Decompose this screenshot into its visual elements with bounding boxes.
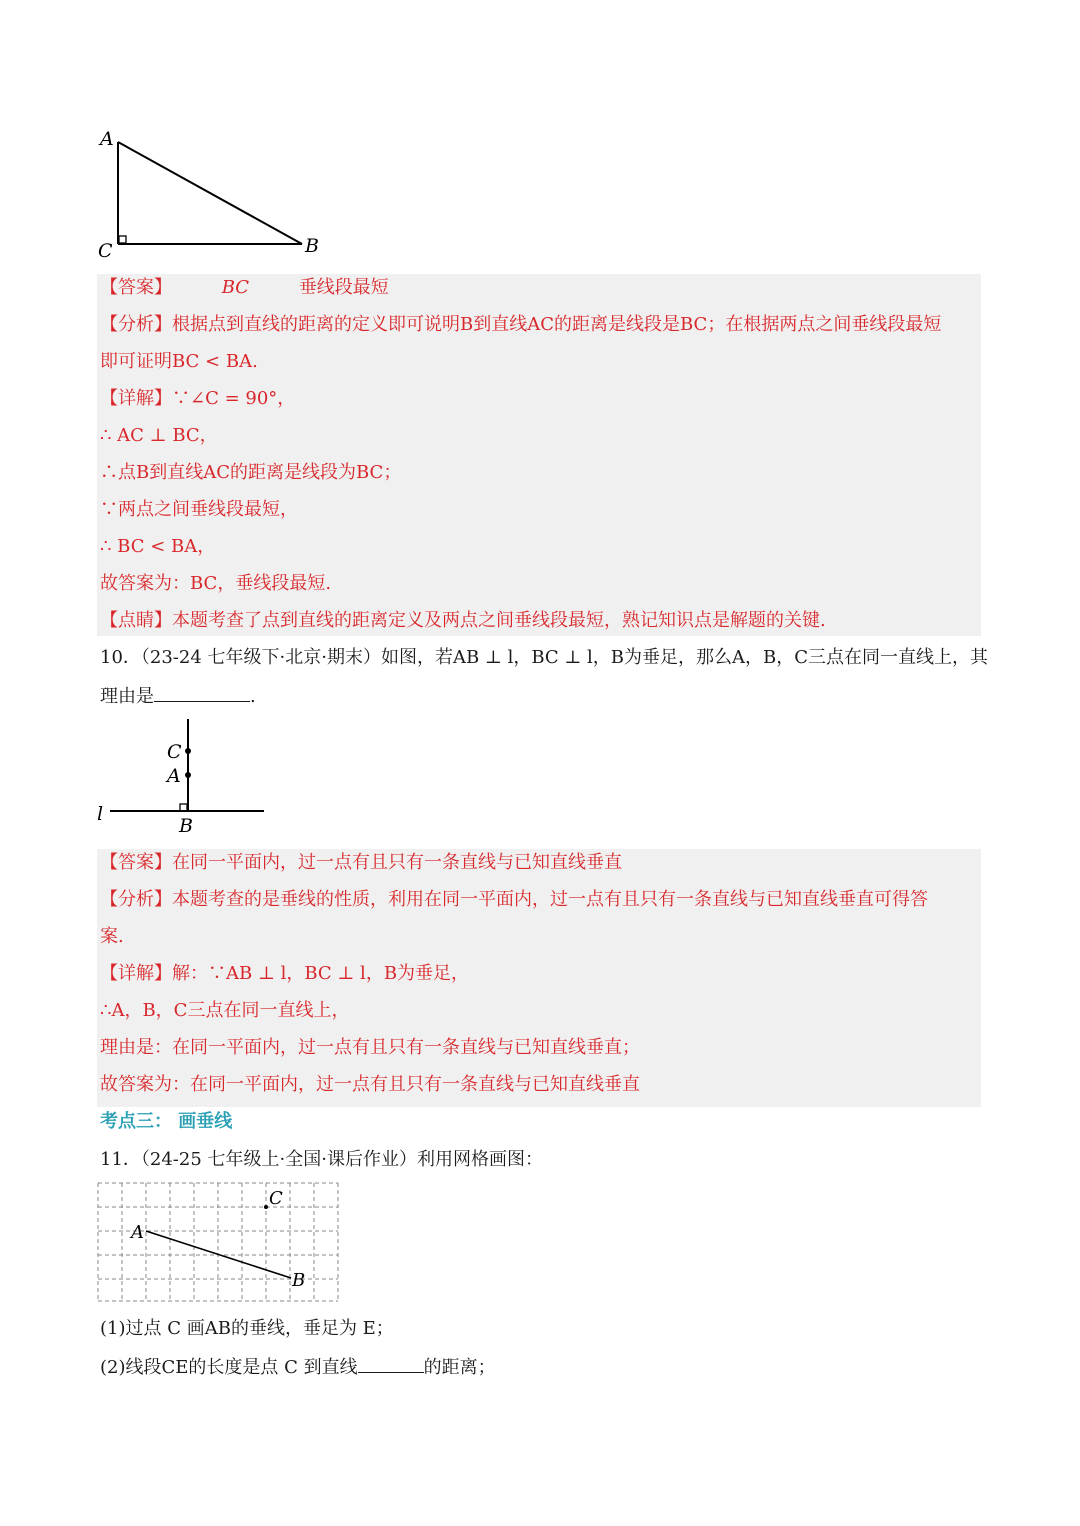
answer-text: 在同一平面内，过一点有且只有一条直线与已知直线垂直 (172, 852, 622, 873)
label-c: C (98, 240, 113, 262)
label-b: B (292, 1270, 306, 1291)
q11-question-line (100, 1148, 543, 1172)
analysis-tag: 【分析】 (100, 889, 172, 910)
detail-tag: 【详解】 (100, 388, 172, 409)
label-b: B (305, 235, 319, 257)
label-a: A (131, 1222, 144, 1243)
q11-part1: (1)过点 C 画AB的垂线，垂足为 E； (100, 1318, 394, 1339)
point-text: 本题考查了点到直线的距离定义及两点之间垂线段最短，熟记知识点是解题的关键. (172, 610, 826, 631)
q9-answer-line (100, 276, 389, 300)
q9-analysis-line1 (100, 313, 941, 337)
q10-question-line2 (100, 683, 256, 709)
answer-tag: 【答案】 (100, 852, 172, 873)
analysis-text-1: 本题考查的是垂线的性质，利用在同一平面内，过一点有且只有一条直线与已知直线垂直可得答 (172, 889, 928, 910)
analysis-tag: 【分析】 (100, 314, 172, 335)
q9-detail-line2: ∴ AC ⊥ BC， (100, 425, 218, 446)
label-a: A (167, 765, 181, 787)
q9-detail-line1 (100, 387, 295, 411)
question-source: ．（23-24 七年级下·北京·期末）如图，若 (122, 647, 453, 668)
label-l: l (97, 803, 104, 825)
label-c: C (269, 1188, 283, 1209)
q9-point-line (100, 609, 826, 633)
section-heading: 考点三： 画垂线 (100, 1111, 233, 1132)
grid-figure (95, 1180, 345, 1306)
q9-detail-line3: ∴点B到直线AC的距离是线段为BC； (100, 462, 402, 483)
question-number: 11 (100, 1149, 123, 1170)
q9-detail-line5: ∴ BC < BA， (100, 536, 216, 557)
answer-blank[interactable] (154, 683, 250, 702)
answer-value-1: BC (221, 277, 250, 298)
label-b: B (179, 815, 193, 837)
point-tag: 【点睛】 (100, 610, 172, 631)
question-condition: AB ⊥ l，BC ⊥ l，B为垂足，那么A，B，C三点在同一直线上，其 (452, 647, 989, 668)
part2-prefix: (2)线段CE的长度是点 C 到直线 (100, 1357, 358, 1378)
q10-question-line1 (100, 646, 988, 670)
q10-detail-line4: 故答案为：在同一平面内，过一点有且只有一条直线与已知直线垂直 (100, 1074, 640, 1095)
label-c: C (167, 741, 182, 763)
question-number: 10 (100, 647, 123, 668)
q10-analysis-line1 (100, 888, 928, 912)
q9-detail-line6: 故答案为：BC，垂线段最短. (100, 573, 332, 594)
question-end: . (250, 686, 256, 707)
q10-detail-line3: 理由是：在同一平面内，过一点有且只有一条直线与已知直线垂直； (100, 1037, 640, 1058)
question-reason-prefix: 理由是 (100, 686, 154, 707)
perpendicular-figure (95, 712, 275, 840)
question-source: ．（24-25 七年级上·全国·课后作业）利用网格画图： (122, 1149, 543, 1170)
label-a: A (100, 128, 114, 150)
q9-analysis-line2 (100, 350, 258, 374)
answer-blank[interactable] (358, 1354, 424, 1373)
analysis-text-1: 根据点到直线的距离的定义即可说明B到直线AC的距离是线段是BC；在根据两点之间垂线段最短 (172, 314, 942, 335)
q11-part2 (100, 1354, 496, 1380)
detail-tag: 【详解】 (100, 963, 172, 984)
q10-answer-line (100, 851, 622, 875)
part2-suffix: 的距离； (423, 1357, 496, 1378)
q10-detail-line2: ∴A，B，C三点在同一直线上， (100, 1000, 350, 1021)
answer-value-2: 垂线段最短 (298, 277, 389, 298)
answer-tag: 【答案】 (100, 277, 172, 298)
q10-detail-line1 (100, 962, 469, 986)
q10-analysis-line2: 案. (100, 926, 124, 947)
analysis-text-2: 即可证明BC < BA. (100, 351, 258, 372)
q9-detail-line4: ∵两点之间垂线段最短， (100, 499, 298, 520)
detail-text-1: ∵∠C = 90°， (172, 388, 296, 409)
triangle-figure (95, 125, 325, 265)
detail-text-1: 解：∵AB ⊥ l，BC ⊥ l，B为垂足， (172, 963, 470, 984)
